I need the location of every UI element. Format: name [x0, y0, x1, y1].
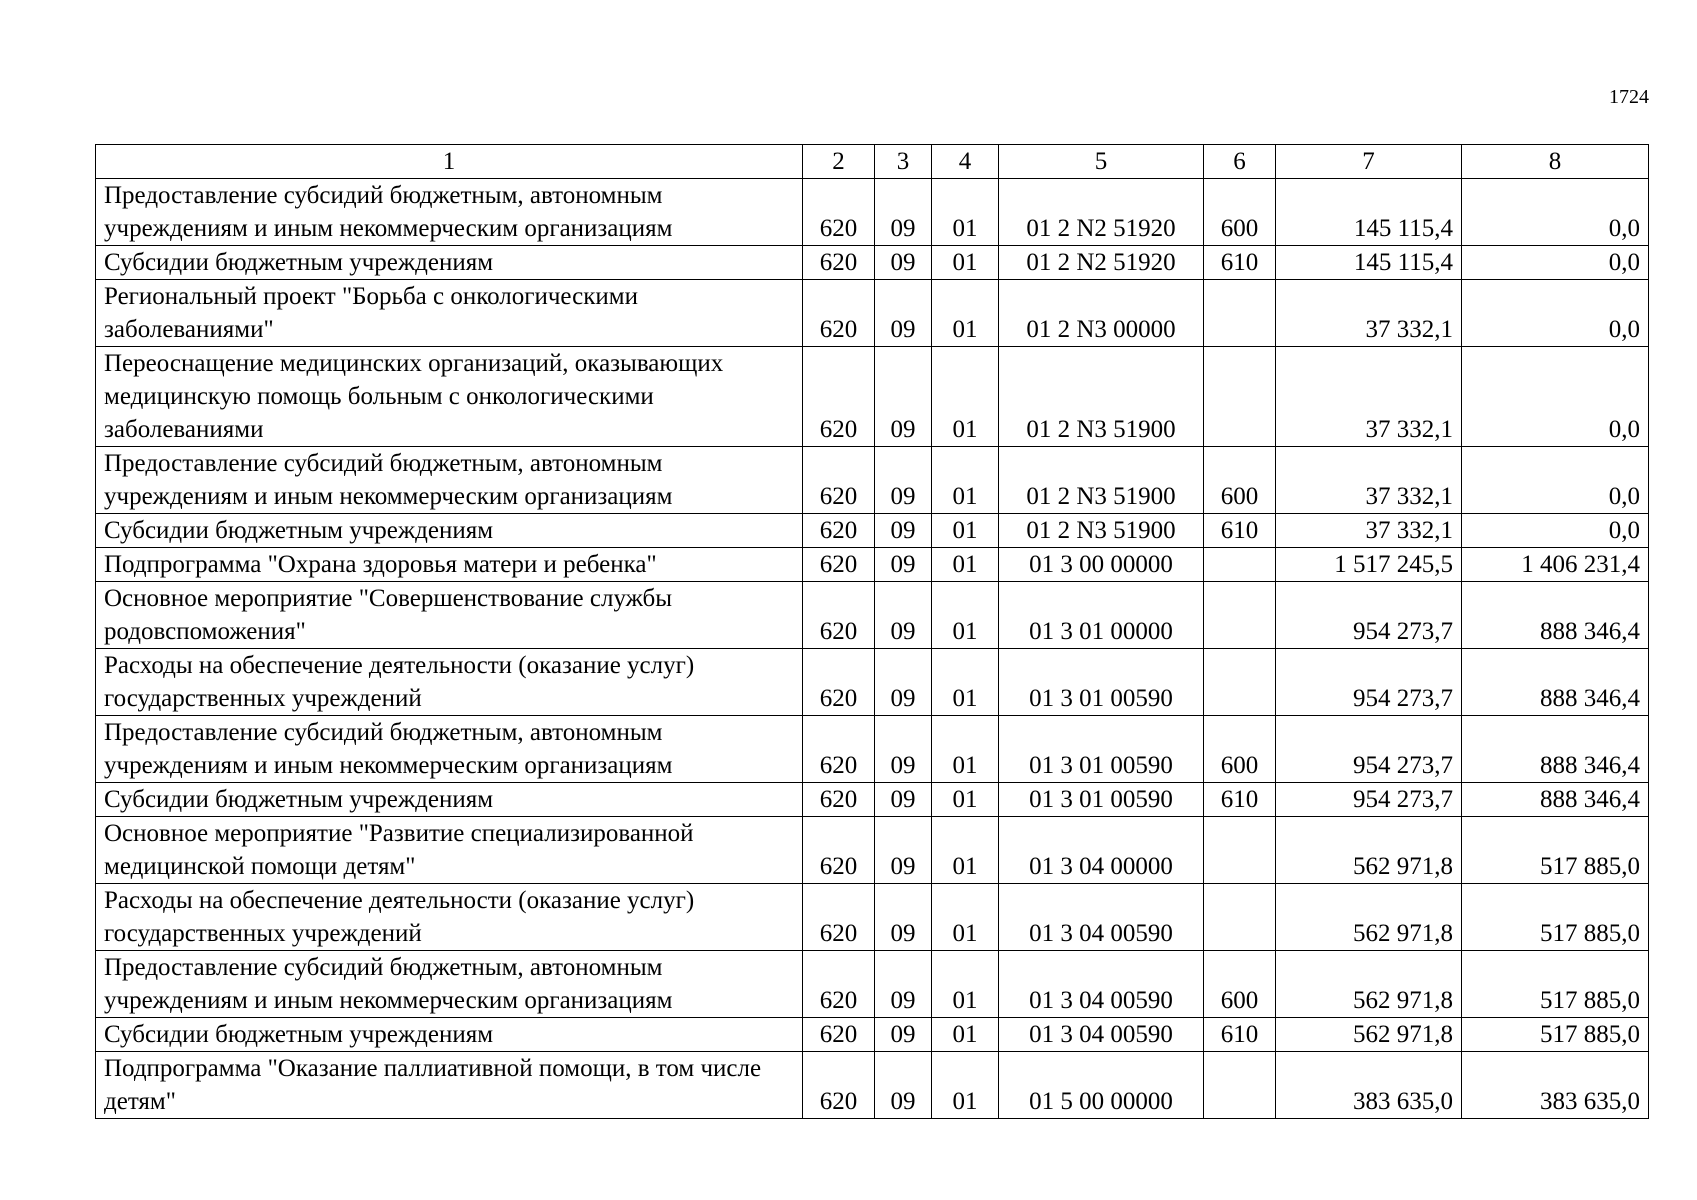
cell-expense-type: 610	[1204, 246, 1276, 280]
header-col-7: 7	[1276, 145, 1462, 179]
cell-subsection: 01	[932, 582, 999, 649]
cell-amount-2: 888 346,4	[1462, 716, 1649, 783]
cell-expense-type: 610	[1204, 783, 1276, 817]
cell-amount-1: 954 273,7	[1276, 716, 1462, 783]
page-number: 1724	[1609, 86, 1649, 108]
table-row	[96, 246, 1649, 280]
cell-ministry: 620	[803, 280, 875, 347]
cell-amount-1: 145 115,4	[1276, 179, 1462, 246]
cell-section: 09	[875, 884, 932, 951]
cell-subsection: 01	[932, 514, 999, 548]
header-col-5: 5	[999, 145, 1204, 179]
cell-subsection: 01	[932, 951, 999, 1018]
cell-section: 09	[875, 347, 932, 447]
cell-subsection: 01	[932, 179, 999, 246]
cell-amount-1: 562 971,8	[1276, 951, 1462, 1018]
cell-amount-2: 517 885,0	[1462, 817, 1649, 884]
row-name: Субсидии бюджетным учреждениям	[96, 246, 803, 280]
table-row	[96, 582, 1649, 649]
cell-target-article: 01 3 01 00590	[999, 716, 1204, 783]
cell-target-article: 01 2 N3 00000	[999, 280, 1204, 347]
cell-amount-2: 0,0	[1462, 246, 1649, 280]
cell-target-article: 01 2 N3 51900	[999, 447, 1204, 514]
table-row	[96, 548, 1649, 582]
cell-section: 09	[875, 179, 932, 246]
row-name: Основное мероприятие "Развитие специализированной медицинской помощи детям"	[96, 817, 803, 884]
row-name: Субсидии бюджетным учреждениям	[96, 514, 803, 548]
cell-subsection: 01	[932, 783, 999, 817]
cell-amount-1: 37 332,1	[1276, 347, 1462, 447]
cell-amount-2: 888 346,4	[1462, 582, 1649, 649]
cell-target-article: 01 2 N2 51920	[999, 246, 1204, 280]
cell-expense-type: 600	[1204, 447, 1276, 514]
cell-target-article: 01 3 04 00000	[999, 817, 1204, 884]
cell-subsection: 01	[932, 884, 999, 951]
row-name: Основное мероприятие "Совершенствование службы родовспоможения"	[96, 582, 803, 649]
row-name: Расходы на обеспечение деятельности (оказание услуг) государственных учреждений	[96, 884, 803, 951]
cell-amount-2: 0,0	[1462, 280, 1649, 347]
cell-ministry: 620	[803, 951, 875, 1018]
cell-subsection: 01	[932, 817, 999, 884]
row-name: Подпрограмма "Охрана здоровья матери и ребенка"	[96, 548, 803, 582]
cell-ministry: 620	[803, 548, 875, 582]
header-row	[96, 145, 1649, 179]
row-name: Предоставление субсидий бюджетным, автономным учреждениям и иным некоммерческим организациям	[96, 447, 803, 514]
header-col-3: 3	[875, 145, 932, 179]
row-name: Предоставление субсидий бюджетным, автономным учреждениям и иным некоммерческим организациям	[96, 179, 803, 246]
cell-amount-1: 954 273,7	[1276, 783, 1462, 817]
row-name: Предоставление субсидий бюджетным, автономным учреждениям и иным некоммерческим организациям	[96, 716, 803, 783]
cell-ministry: 620	[803, 514, 875, 548]
cell-target-article: 01 3 04 00590	[999, 1018, 1204, 1052]
cell-section: 09	[875, 817, 932, 884]
cell-target-article: 01 3 01 00590	[999, 649, 1204, 716]
table-row	[96, 1052, 1649, 1119]
row-name: Подпрограмма "Оказание паллиативной помощи, в том числе детям"	[96, 1052, 803, 1119]
cell-ministry: 620	[803, 817, 875, 884]
budget-table	[95, 144, 1649, 1119]
table-row	[96, 884, 1649, 951]
cell-amount-1: 954 273,7	[1276, 649, 1462, 716]
row-name: Субсидии бюджетным учреждениям	[96, 1018, 803, 1052]
cell-ministry: 620	[803, 884, 875, 951]
cell-amount-1: 562 971,8	[1276, 817, 1462, 884]
cell-ministry: 620	[803, 783, 875, 817]
cell-section: 09	[875, 548, 932, 582]
cell-section: 09	[875, 1018, 932, 1052]
cell-expense-type: 610	[1204, 1018, 1276, 1052]
cell-ministry: 620	[803, 716, 875, 783]
cell-expense-type: 600	[1204, 716, 1276, 783]
cell-amount-2: 517 885,0	[1462, 951, 1649, 1018]
cell-section: 09	[875, 514, 932, 548]
cell-subsection: 01	[932, 1052, 999, 1119]
cell-amount-2: 1 406 231,4	[1462, 548, 1649, 582]
cell-expense-type	[1204, 817, 1276, 884]
cell-subsection: 01	[932, 447, 999, 514]
cell-expense-type	[1204, 649, 1276, 716]
cell-subsection: 01	[932, 716, 999, 783]
cell-expense-type	[1204, 280, 1276, 347]
cell-amount-1: 562 971,8	[1276, 1018, 1462, 1052]
table-row	[96, 179, 1649, 246]
cell-subsection: 01	[932, 649, 999, 716]
cell-amount-2: 517 885,0	[1462, 1018, 1649, 1052]
table-row	[96, 514, 1649, 548]
cell-ministry: 620	[803, 447, 875, 514]
row-name: Предоставление субсидий бюджетным, автономным учреждениям и иным некоммерческим организациям	[96, 951, 803, 1018]
cell-subsection: 01	[932, 1018, 999, 1052]
row-name: Субсидии бюджетным учреждениям	[96, 783, 803, 817]
cell-amount-2: 383 635,0	[1462, 1052, 1649, 1119]
cell-subsection: 01	[932, 280, 999, 347]
cell-expense-type	[1204, 548, 1276, 582]
cell-subsection: 01	[932, 548, 999, 582]
cell-ministry: 620	[803, 246, 875, 280]
cell-ministry: 620	[803, 582, 875, 649]
cell-subsection: 01	[932, 246, 999, 280]
cell-target-article: 01 5 00 00000	[999, 1052, 1204, 1119]
cell-ministry: 620	[803, 1052, 875, 1119]
table-row	[96, 716, 1649, 783]
cell-target-article: 01 3 04 00590	[999, 884, 1204, 951]
table-row	[96, 1018, 1649, 1052]
cell-ministry: 620	[803, 649, 875, 716]
cell-amount-2: 0,0	[1462, 447, 1649, 514]
cell-expense-type	[1204, 582, 1276, 649]
cell-target-article: 01 3 04 00590	[999, 951, 1204, 1018]
cell-expense-type	[1204, 1052, 1276, 1119]
cell-target-article: 01 3 01 00590	[999, 783, 1204, 817]
cell-target-article: 01 2 N3 51900	[999, 514, 1204, 548]
cell-amount-1: 37 332,1	[1276, 447, 1462, 514]
table-row	[96, 951, 1649, 1018]
cell-section: 09	[875, 1052, 932, 1119]
cell-amount-2: 517 885,0	[1462, 884, 1649, 951]
header-col-2: 2	[803, 145, 875, 179]
cell-section: 09	[875, 280, 932, 347]
cell-amount-1: 145 115,4	[1276, 246, 1462, 280]
cell-section: 09	[875, 716, 932, 783]
cell-target-article: 01 2 N3 51900	[999, 347, 1204, 447]
cell-amount-1: 562 971,8	[1276, 884, 1462, 951]
cell-ministry: 620	[803, 1018, 875, 1052]
cell-section: 09	[875, 246, 932, 280]
row-name: Расходы на обеспечение деятельности (оказание услуг) государственных учреждений	[96, 649, 803, 716]
cell-expense-type: 600	[1204, 951, 1276, 1018]
cell-expense-type	[1204, 884, 1276, 951]
table-row	[96, 447, 1649, 514]
cell-amount-1: 383 635,0	[1276, 1052, 1462, 1119]
table-row	[96, 817, 1649, 884]
row-name: Региональный проект "Борьба с онкологическими заболеваниями"	[96, 280, 803, 347]
table-body	[96, 179, 1649, 1119]
cell-section: 09	[875, 951, 932, 1018]
cell-amount-1: 37 332,1	[1276, 514, 1462, 548]
cell-expense-type: 600	[1204, 179, 1276, 246]
header-col-8: 8	[1462, 145, 1649, 179]
cell-target-article: 01 2 N2 51920	[999, 179, 1204, 246]
table-row	[96, 649, 1649, 716]
cell-amount-2: 0,0	[1462, 347, 1649, 447]
cell-subsection: 01	[932, 347, 999, 447]
cell-section: 09	[875, 447, 932, 514]
header-col-1: 1	[96, 145, 803, 179]
table-row	[96, 280, 1649, 347]
cell-amount-2: 0,0	[1462, 514, 1649, 548]
cell-amount-1: 954 273,7	[1276, 582, 1462, 649]
cell-ministry: 620	[803, 179, 875, 246]
cell-amount-2: 0,0	[1462, 179, 1649, 246]
cell-amount-2: 888 346,4	[1462, 649, 1649, 716]
cell-section: 09	[875, 582, 932, 649]
cell-target-article: 01 3 01 00000	[999, 582, 1204, 649]
cell-amount-1: 1 517 245,5	[1276, 548, 1462, 582]
table-row	[96, 783, 1649, 817]
row-name: Переоснащение медицинских организаций, оказывающих медицинскую помощь больным с онкологическими заболеваниями	[96, 347, 803, 447]
cell-target-article: 01 3 00 00000	[999, 548, 1204, 582]
cell-section: 09	[875, 649, 932, 716]
table-row	[96, 347, 1649, 447]
cell-expense-type	[1204, 347, 1276, 447]
cell-ministry: 620	[803, 347, 875, 447]
table-header	[96, 145, 1649, 179]
header-col-4: 4	[932, 145, 999, 179]
cell-amount-2: 888 346,4	[1462, 783, 1649, 817]
header-col-6: 6	[1204, 145, 1276, 179]
cell-expense-type: 610	[1204, 514, 1276, 548]
cell-section: 09	[875, 783, 932, 817]
cell-amount-1: 37 332,1	[1276, 280, 1462, 347]
